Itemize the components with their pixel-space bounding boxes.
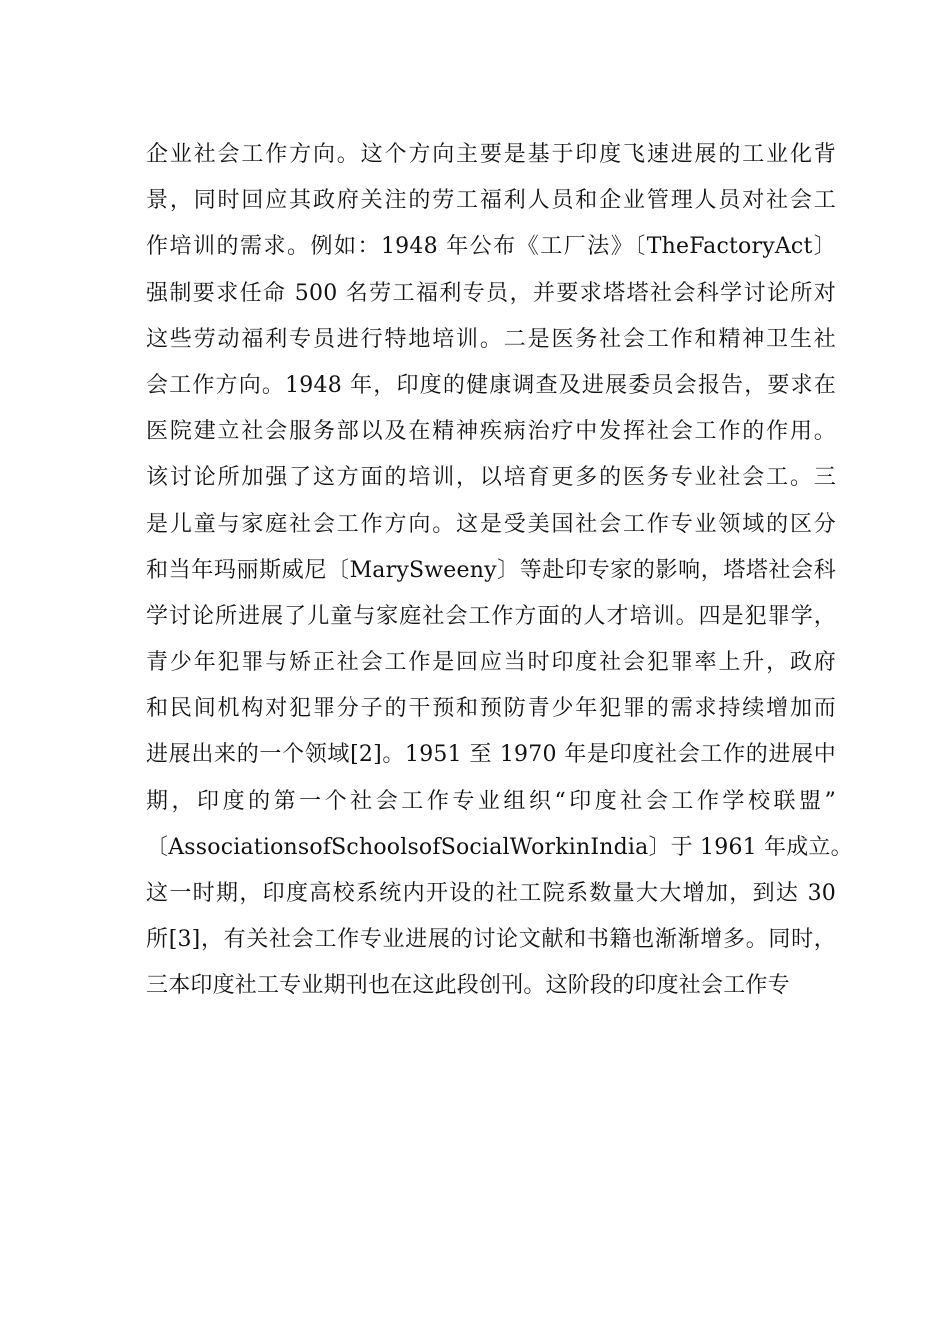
text-line-19: 三本印度社工专业期刊也在这此段创刊。这阶段的印度社会工作专 [146, 973, 790, 999]
text-line-18: 所[3]，有关社会工作专业进展的讨论文献和书籍也渐渐增多。同时， [146, 927, 836, 953]
text-line-7: 医院建立社会服务部以及在精神疾病治疗中发挥社会工作的作用。 [146, 419, 836, 445]
text-line-15: 期，印度的第一个社会工作专业组织“印度社会工作学校联盟” [146, 788, 836, 814]
text-line-14: 进展出来的一个领域[2]。1951 至 1970 年是印度社会工作的进展中 [146, 742, 836, 768]
text-line-17: 这一时期，印度高校系统内开设的社工院系数量大大增加，到达 30 [146, 881, 836, 906]
text-line-2: 景，同时回应其政府关注的劳工福利人员和企业管理人员对社会工 [146, 188, 836, 214]
text-line-16: 〔AssociationsofSchoolsofSocialWorkinIndia〕于 1961 年成立。 [146, 834, 853, 860]
text-line-8: 该讨论所加强了这方面的培训，以培育更多的医务专业社会工。三 [146, 465, 836, 491]
text-line-4: 强制要求任命 500 名劳工福利专员，并要求塔塔社会科学讨论所对 [146, 280, 836, 306]
body-text [146, 132, 853, 1010]
text-line-12: 青少年犯罪与矫正社会工作是回应当时印度社会犯罪率上升，政府 [146, 650, 836, 676]
text-line-11: 学讨论所进展了儿童与家庭社会工作方面的人才培训。四是犯罪学， [146, 603, 836, 629]
text-line-1: 企业社会工作方向。这个方向主要是基于印度飞速进展的工业化背 [146, 142, 836, 167]
text-line-5: 这些劳动福利专员进行特地培训。二是医务社会工作和精神卫生社 [146, 326, 836, 352]
text-line-10: 和当年玛丽斯威尼〔MarySweeny〕等赴印专家的影响，塔塔社会科 [146, 557, 836, 583]
text-line-6: 会工作方向。1948 年，印度的健康调查及进展委员会报告，要求在 [146, 372, 836, 398]
text-line-3: 作培训的需求。例如：1948 年公布《工厂法》〔TheFactoryAct〕 [146, 234, 836, 260]
text-line-9: 是儿童与家庭社会工作方向。这是受美国社会工作专业领域的区分 [146, 511, 836, 537]
text-line-13: 和民间机构对犯罪分子的干预和预防青少年犯罪的需求持续增加而 [146, 696, 836, 722]
